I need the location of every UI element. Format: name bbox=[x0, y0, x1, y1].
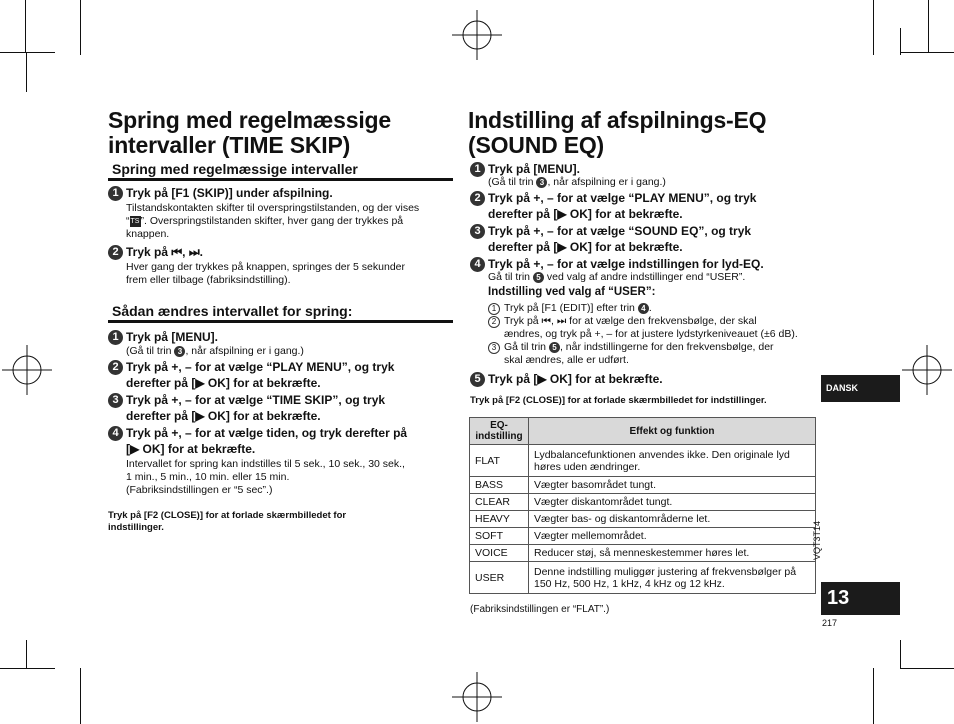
table-row bbox=[470, 445, 816, 477]
close-note-line: indstillinger. bbox=[108, 522, 164, 533]
step-number-icon: 1 bbox=[470, 162, 485, 177]
step-instruction: Tryk på ⏮, ⏭. bbox=[126, 245, 203, 259]
section-heading-intervals: Spring med regelmæssige intervaller bbox=[112, 161, 358, 177]
step-instruction bbox=[488, 223, 751, 255]
skip-step-2 bbox=[108, 244, 453, 288]
step-instruction-line: Tryk på +, – for at vælge “SOUND EQ”, og tryk bbox=[488, 224, 752, 238]
step-description bbox=[488, 176, 666, 189]
step-ref-icon: 3 bbox=[174, 346, 185, 357]
header-text: EQ- bbox=[490, 420, 508, 431]
step-number-icon: 2 bbox=[108, 360, 123, 375]
eq-name-cell: CLEAR bbox=[470, 494, 529, 511]
step-instruction bbox=[126, 425, 407, 457]
registration-mark-top bbox=[452, 10, 502, 60]
user-item-text: Gå til trin bbox=[504, 341, 549, 353]
step-number-icon: 3 bbox=[470, 224, 485, 239]
eq-name-cell: VOICE bbox=[470, 545, 529, 562]
step-number-icon: 5 bbox=[470, 372, 485, 387]
step-description bbox=[126, 458, 405, 497]
eq-step-3 bbox=[470, 223, 815, 256]
step-desc-line: Hver gang der trykkes på knappen, springes der 5 sekunder bbox=[126, 261, 405, 273]
user-item-2 bbox=[488, 315, 828, 341]
step-number-icon: 4 bbox=[108, 426, 123, 441]
table-row bbox=[470, 545, 816, 562]
eq-desc-cell: Vægter basområdet tungt. bbox=[529, 477, 816, 494]
page-number: 217 bbox=[822, 618, 838, 628]
step-ref-icon: 4 bbox=[638, 303, 649, 314]
eq-name-cell: USER bbox=[470, 562, 529, 594]
table-row bbox=[470, 477, 816, 494]
eq-desc-cell: Vægter diskantområdet tungt. bbox=[529, 494, 816, 511]
step-number-icon: 3 bbox=[108, 393, 123, 408]
step-instruction: Tryk på [F1 (SKIP)] under afspilning. bbox=[126, 186, 333, 200]
eq-step-2 bbox=[470, 190, 815, 223]
table-row bbox=[470, 494, 816, 511]
step-ref-icon: 3 bbox=[536, 177, 547, 188]
step-instruction-line: Tryk på +, – for at vælge tiden, og tryk derefter på bbox=[126, 426, 408, 440]
step-number-icon: 4 bbox=[470, 257, 485, 272]
step-instruction bbox=[126, 359, 394, 391]
eq-settings-table bbox=[469, 417, 816, 594]
table-row bbox=[470, 511, 816, 528]
eq-step-5 bbox=[470, 371, 815, 389]
right-title-line2: (SOUND EQ) bbox=[468, 132, 605, 158]
table-header-row bbox=[470, 418, 816, 445]
step-desc-line: 1 min., 5 min., 10 min. eller 15 min. bbox=[126, 471, 290, 483]
eq-desc-cell: Reducer støj, så menneskestemmer høres let. bbox=[529, 545, 816, 562]
step-desc-line: (Fabriksindstillingen er “5 sec”.) bbox=[126, 484, 273, 496]
section-rule bbox=[108, 178, 453, 181]
interval-step-3 bbox=[108, 392, 453, 425]
user-settings-heading: Indstilling ved valg af “USER”: bbox=[488, 286, 656, 298]
skip-step-1 bbox=[108, 185, 453, 245]
eq-name-cell: BASS bbox=[470, 477, 529, 494]
step-instruction: Tryk på [MENU]. bbox=[126, 330, 219, 344]
eq-desc-cell: Vægter mellemområdet. bbox=[529, 528, 816, 545]
step-instruction-line: derefter på [▶ OK] for at bekræfte. bbox=[488, 207, 683, 221]
step-description bbox=[126, 202, 419, 241]
eq-desc-cell: Lydbalancefunktionen anvendes ikke. Den originale lyd høres uden ændringer. bbox=[529, 445, 816, 477]
step-instruction-line: Tryk på +, – for at vælge “PLAY MENU”, og tryk bbox=[488, 191, 757, 205]
step-desc-line: frem eller tilbage (fabriksindstilling). bbox=[126, 274, 291, 286]
right-title-line1: Indstilling af afspilnings-EQ bbox=[468, 107, 767, 133]
user-item-text: skal ændres, alle er udført. bbox=[504, 354, 629, 366]
step-instruction bbox=[126, 392, 385, 424]
section-rule bbox=[108, 320, 453, 323]
interval-step-2 bbox=[108, 359, 453, 392]
registration-mark-left bbox=[2, 345, 52, 395]
eq-name-cell: FLAT bbox=[470, 445, 529, 477]
step-desc-text: ved valg af andre indstillinger end “USER”. bbox=[543, 271, 746, 283]
factory-default-note: (Fabriksindstillingen er “FLAT”.) bbox=[470, 604, 610, 615]
table-header-effect: Effekt og funktion bbox=[529, 418, 816, 445]
step-desc-text: , når afspilning er i gang.) bbox=[547, 176, 666, 188]
step-desc-text: (Gå til trin bbox=[126, 345, 175, 357]
close-note-right: Tryk på [F2 (CLOSE)] for at forlade skærmbilledet for indstillinger. bbox=[470, 395, 767, 406]
step-number-icon: 1 bbox=[108, 186, 123, 201]
step-instruction-line: derefter på [▶ OK] for at bekræfte. bbox=[126, 409, 321, 423]
left-title-line1: Spring med regelmæssige bbox=[108, 107, 391, 133]
open-quote: “ bbox=[126, 215, 130, 227]
model-code: VQT3T14 bbox=[812, 520, 822, 560]
step-description bbox=[488, 271, 745, 284]
step-number-icon: 1 bbox=[108, 330, 123, 345]
eq-desc-cell: Denne indstilling muliggør justering af frekvensbølger på 150 Hz, 500 Hz, 1 kHz, 4 kHz og 12 kHz. bbox=[529, 562, 816, 594]
user-item-text: Tryk på ⏮, ⏭ for at vælge den frekvensbølge, der skal bbox=[504, 315, 757, 327]
list-marker-icon: 3 bbox=[488, 342, 500, 354]
eq-desc-cell: Vægter bas- og diskantområderne let. bbox=[529, 511, 816, 528]
step-instruction-line: derefter på [▶ OK] for at bekræfte. bbox=[488, 240, 683, 254]
step-description bbox=[126, 345, 304, 358]
close-note-left bbox=[108, 510, 438, 534]
step-desc-text: (Gå til trin bbox=[488, 176, 537, 188]
close-note-line: Tryk på [F2 (CLOSE)] for at forlade skærmbilledet for bbox=[108, 510, 347, 521]
user-item-1 bbox=[488, 302, 828, 315]
step-instruction-line: derefter på [▶ OK] for at bekræfte. bbox=[126, 376, 321, 390]
left-title-line2: intervaller (TIME SKIP) bbox=[108, 132, 351, 158]
step-instruction bbox=[488, 190, 756, 222]
step-desc-line: knappen. bbox=[126, 228, 170, 240]
eq-name-cell: HEAVY bbox=[470, 511, 529, 528]
user-item-3 bbox=[488, 341, 828, 367]
list-marker-icon: 1 bbox=[488, 303, 500, 315]
step-desc-line: Tilstandskontakten skifter til overspringstilstanden, og der vises bbox=[126, 202, 420, 214]
step-instruction: Tryk på [MENU]. bbox=[488, 162, 581, 176]
step-instruction-line: Tryk på +, – for at vælge “PLAY MENU”, og tryk bbox=[126, 360, 395, 374]
step-instruction-line: Tryk på +, – for at vælge “TIME SKIP”, og tryk bbox=[126, 393, 386, 407]
section-heading-change-interval: Sådan ændres intervallet for spring: bbox=[112, 303, 353, 319]
step-ref-icon: 5 bbox=[533, 272, 544, 283]
registration-mark-bottom bbox=[452, 672, 502, 722]
registration-mark-right bbox=[902, 345, 952, 395]
step-desc-text: ”. Overspringstilstanden skifter, hver gang der trykkes på bbox=[140, 215, 404, 227]
interval-step-4 bbox=[108, 425, 453, 500]
eq-step-4 bbox=[470, 256, 815, 286]
right-page-title bbox=[468, 108, 808, 158]
left-page-title bbox=[108, 108, 448, 158]
user-item-text: Tryk på [F1 (EDIT)] efter trin bbox=[504, 302, 638, 314]
table-row bbox=[470, 528, 816, 545]
user-settings-list bbox=[488, 302, 828, 367]
header-text: indstilling bbox=[475, 431, 523, 442]
section-number-tab: 13 bbox=[821, 582, 900, 615]
step-number-icon: 2 bbox=[470, 191, 485, 206]
table-header-eq bbox=[470, 418, 529, 445]
step-desc-line bbox=[126, 215, 419, 228]
step-description bbox=[126, 261, 405, 287]
eq-step-1 bbox=[470, 161, 815, 191]
step-instruction: Tryk på [▶ OK] for at bekræfte. bbox=[488, 372, 663, 386]
interval-step-1 bbox=[108, 329, 453, 359]
step-instruction: Tryk på +, – for at vælge indstillingen for lyd-EQ. bbox=[488, 257, 764, 271]
user-item-text: ændres, og tryk på +, – for at justere lydstyrkeniveauet (±6 dB). bbox=[504, 328, 798, 340]
step-instruction-line: [▶ OK] for at bekræfte. bbox=[126, 442, 256, 456]
step-desc-line: Intervallet for spring kan indstilles til 5 sek., 10 sek., 30 sek., bbox=[126, 458, 405, 470]
step-desc-text: Gå til trin bbox=[488, 271, 533, 283]
list-marker-icon: 2 bbox=[488, 316, 500, 328]
step-ref-icon: 5 bbox=[549, 342, 560, 353]
user-item-text: . bbox=[648, 302, 652, 314]
table-row bbox=[470, 562, 816, 594]
step-number-icon: 2 bbox=[108, 245, 123, 260]
language-tab: DANSK bbox=[821, 375, 900, 402]
eq-name-cell: SOFT bbox=[470, 528, 529, 545]
skip-mode-icon: TS bbox=[130, 217, 140, 225]
step-desc-text: , når afspilning er i gang.) bbox=[185, 345, 304, 357]
user-item-text: , når indstillingerne for den frekvensbølge, der bbox=[559, 341, 774, 353]
